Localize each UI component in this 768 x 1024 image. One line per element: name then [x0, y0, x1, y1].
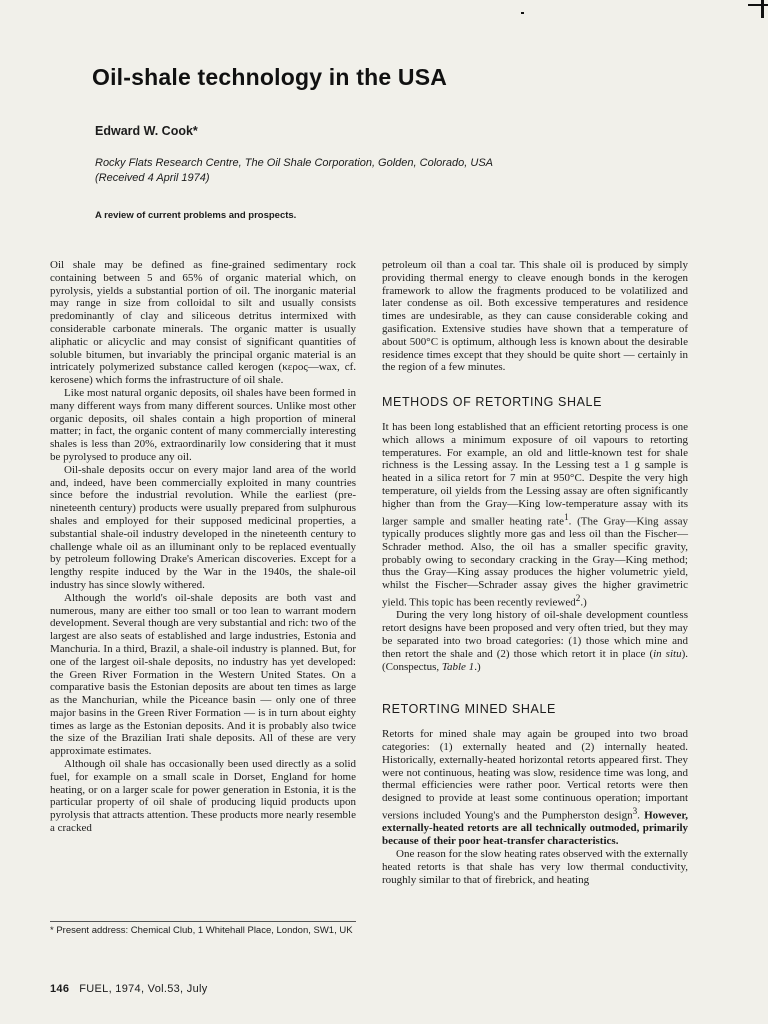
received-date: (Received 4 April 1974)	[95, 172, 210, 184]
text-run: . (The Gray—King assay typically produces slightly more gas and less oil than the Fischer—Schrader method. Also, the oil has a smaller specific gravity, probably owing to secondary cracking in the Gray—King method; thus the Gray—King assay produces the higher volumetric yield, whilst the Fischer—Schrader assay gives the higher gravimetric yield. This topic has been recently reviewed	[382, 515, 688, 609]
text-run: .)	[580, 596, 587, 609]
section-heading-retorting-methods: METHODS OF RETORTING SHALE	[382, 395, 603, 410]
citation-ref: 2	[575, 592, 581, 603]
paragraph: Oil-shale deposits occur on every major land area of the world and, indeed, have been commercially exploited in many countries since before the industrial revolution. While the earliest (pre-nineteenth century) products were usually prepared from sulphurous shales and employed for their supposed medicinal properties, a substantial shale-oil industry developed in the nineteenth century to challenge whale oil as an illuminant only to be replaced eventually by petroleum following Drake's American discoveries. Except for a lengthy respite induced by the War in the 1940s, the shale-oil industry has since slowly withered.	[50, 463, 356, 591]
footnote: * Present address: Chemical Club, 1 Whitehall Place, London, SW1, UK	[50, 925, 353, 936]
footnote-divider	[50, 921, 356, 922]
text-run: During the very long history of oil-shale development countless retort designs have been proposed and very often tried, but they may be separated into two broad categories: (1) those which mine and then retort the shale and (2) those which retort it in place (	[382, 609, 688, 660]
page-title: Oil-shale technology in the USA	[92, 64, 448, 90]
affiliation-line: Rocky Flats Research Centre, The Oil Shale Corporation, Golden, Colorado, USA	[95, 157, 494, 169]
text-run-italic: in situ	[653, 647, 682, 660]
paragraph	[382, 609, 688, 673]
text-run: ). (Conspectus,	[382, 647, 688, 673]
text-run: .)	[474, 660, 481, 673]
table-reference: Table 1	[441, 660, 475, 673]
text-run: .	[637, 809, 645, 822]
text-run: It has been long established that an efficient retorting process is one which allows a minimum exposure of oil vapours to retorting temperatures. For example, an old and little-known test for shale richness is the Lessing assay. In the Lessing test a 1 g sample is heated in a silica retort for 7 min at 950°C. Despite the very high temperature, oil yields from the Lessing assay are often significantly higher than from the Gray—King low-temperature assay with its larger sample and smaller heating rate	[382, 420, 688, 528]
right-column	[382, 259, 688, 886]
affiliation	[95, 156, 493, 186]
paragraph	[382, 421, 688, 609]
page-footer	[50, 983, 208, 995]
paragraph: petroleum oil than a coal tar. This shale oil is produced by simply providing thermal energy to cleave enough bonds in the kerogen framework to allow the fragments produced to be volatilized and later condense as oil. Both excessive temperatures and residence times are undesirable, as they can cause considerable coking and gasification. Extensive studies have shown that a temperature of about 500°C is optimum, although less is known about the desirable residence times except that they should be quite short — certainly in the region of a few minutes.	[382, 259, 688, 374]
text-run: Retorts for mined shale may again be grouped into two broad categories: (1) externally heated and (2) internally heated. Historically, externally-heated horizontal retorts appeared first. They were not continuous, heating was slow, residence time was long, and thermal efficiencies were rather poor. Vertical retorts were then designed to provide at least some continuous operation; important versions included Young's and the Pumpherston design	[382, 728, 688, 822]
paragraph	[382, 728, 688, 848]
author-name: Edward W. Cook*	[95, 124, 198, 138]
paragraph: Although oil shale has occasionally been used directly as a solid fuel, for example on a small scale in Dorset, England for home heating, or on a larger scale for power generation in Estonia, it is the particular property of oil shale of producing liquid products upon pyrolysis that attracts attention. These products more nearly resemble a cracked	[50, 758, 356, 835]
paragraph: Oil shale may be defined as fine-grained sedimentary rock containing between 5 and 65% of organic material which, on pyrolysis, yields a substantial portion of oil. The inorganic material may range in size from colloidal to silt and usually consists predominantly of clay and siliceous detritus intermixed with considerable carbonate minerals. The organic matter is usually aliphatic or alicyclic and may consist of significant quantities of soluble bitumen, but invariably the principal organic material is an intricately polymerized substance called kerogen (κερος—wax, cf. kerosene) which forms the infrastructure of oil shale.	[50, 259, 356, 387]
left-column	[50, 259, 356, 835]
journal-citation: FUEL, 1974, Vol.53, July	[79, 983, 208, 995]
text-run-bold: However, externally-heated retorts are all technically outmoded, primarily because of their poor heat-transfer characteristics.	[382, 809, 689, 848]
paragraph: Although the world's oil-shale deposits are both vast and numerous, many are either too small or too lean to warrant modern development. Several though are very substantial and rich: two of the largest are also seats of established and large industries, Estonia and Manchuria. In a third, Brazil, a shale-oil industry is planned. But, for one of the largest oil-shale deposits, no industry has yet developed: the Green River Formation in the Western United States. On a comparative basis the Estonian deposits are about ten times as large as the Manchurian, while the Piceance basin — only one of three major basins in the Green River Formation — is in turn about eighty times as large as the Estonian deposits. And it is probably also twice the size of the Brazilian Irati shale deposits. All of these are very approximate estimates.	[50, 591, 356, 758]
paragraph: Like most natural organic deposits, oil shales have been formed in many different ways from many different sources. Unlike most other organic deposits, oil shales contain a high proportion of mineral matter; in fact, the organic content of many commercially interesting shales is less than 20%, extraordinarily low considering that it must be pyrolysed to produce any oil.	[50, 386, 356, 463]
section-heading-mined-shale: RETORTING MINED SHALE	[382, 702, 556, 717]
review-subtitle: A review of current problems and prospects.	[95, 210, 297, 221]
citation-ref: 3	[632, 806, 638, 816]
scan-mark-horizontal	[748, 4, 768, 6]
scan-dot	[521, 12, 524, 14]
scan-mark-vertical	[761, 0, 764, 18]
citation-ref: 1	[564, 511, 569, 522]
page-number: 146	[50, 983, 70, 995]
paragraph: One reason for the slow heating rates observed with the externally heated retorts is that shale has very low thermal conductivity, roughly similar to that of firebrick, and heating	[382, 848, 688, 886]
